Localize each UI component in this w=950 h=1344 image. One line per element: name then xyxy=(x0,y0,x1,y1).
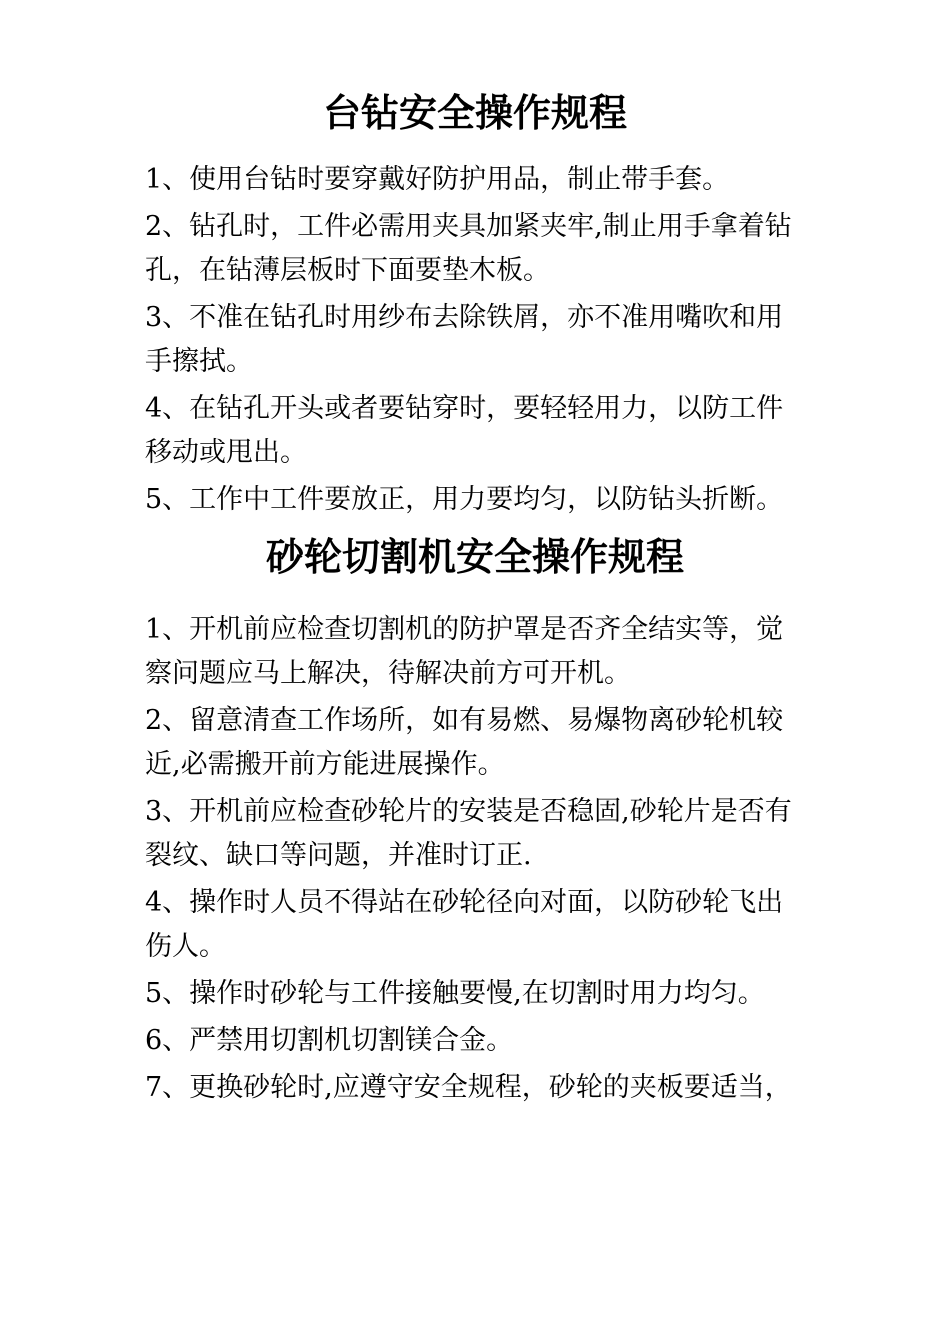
rule-item: 3、开机前应检查砂轮片的安装是否稳固,砂轮片是否有裂纹、缺口等问题，并准时订正. xyxy=(145,796,792,871)
cutter-safety-rules-list xyxy=(0,608,950,1110)
rule-item: 4、操作时人员不得站在砂轮径向对面，以防砂轮飞出伤人。 xyxy=(145,887,784,962)
rule-item: 2、留意清查工作场所，如有易燃、易爆物离砂轮机较近,必需搬开前方能进展操作。 xyxy=(145,705,784,780)
drill-safety-rules-list xyxy=(0,158,950,522)
rule-item: 7、更换砂轮时,应遵守安全规程，砂轮的夹板要适当， xyxy=(145,1072,792,1103)
rule-item: 1、使用台钻时要穿戴好防护用品，制止带手套。 xyxy=(145,164,730,195)
rule-item: 2、钻孔时，工件必需用夹具加紧夹牢,制止用手拿着钻孔，在钻薄层板时下面要垫木板。 xyxy=(145,211,792,286)
rule-item: 5、操作时砂轮与工件接触要慢,在切割时用力均匀。 xyxy=(145,978,765,1009)
drill-safety-section xyxy=(0,88,950,525)
rule-item: 5、工作中工件要放正，用力要均匀，以防钻头折断。 xyxy=(145,484,784,515)
drill-safety-title: 台钻安全操作规程 xyxy=(322,91,627,135)
rule-item: 1、开机前应检查切割机的防护罩是否齐全结实等，觉察问题应马上解决，待解决前方可开机。 xyxy=(145,614,784,689)
rule-item: 6、严禁用切割机切割镁合金。 xyxy=(145,1025,514,1056)
rule-item: 3、不准在钻孔时用纱布去除铁屑，亦不准用嘴吹和用手擦拭。 xyxy=(145,302,784,377)
cutter-safety-title: 砂轮切割机安全操作规程 xyxy=(265,535,684,579)
rule-item: 4、在钻孔开头或者要钻穿时，要轻轻用力，以防工件移动或甩出。 xyxy=(145,393,784,468)
cutter-safety-section xyxy=(0,532,950,1113)
